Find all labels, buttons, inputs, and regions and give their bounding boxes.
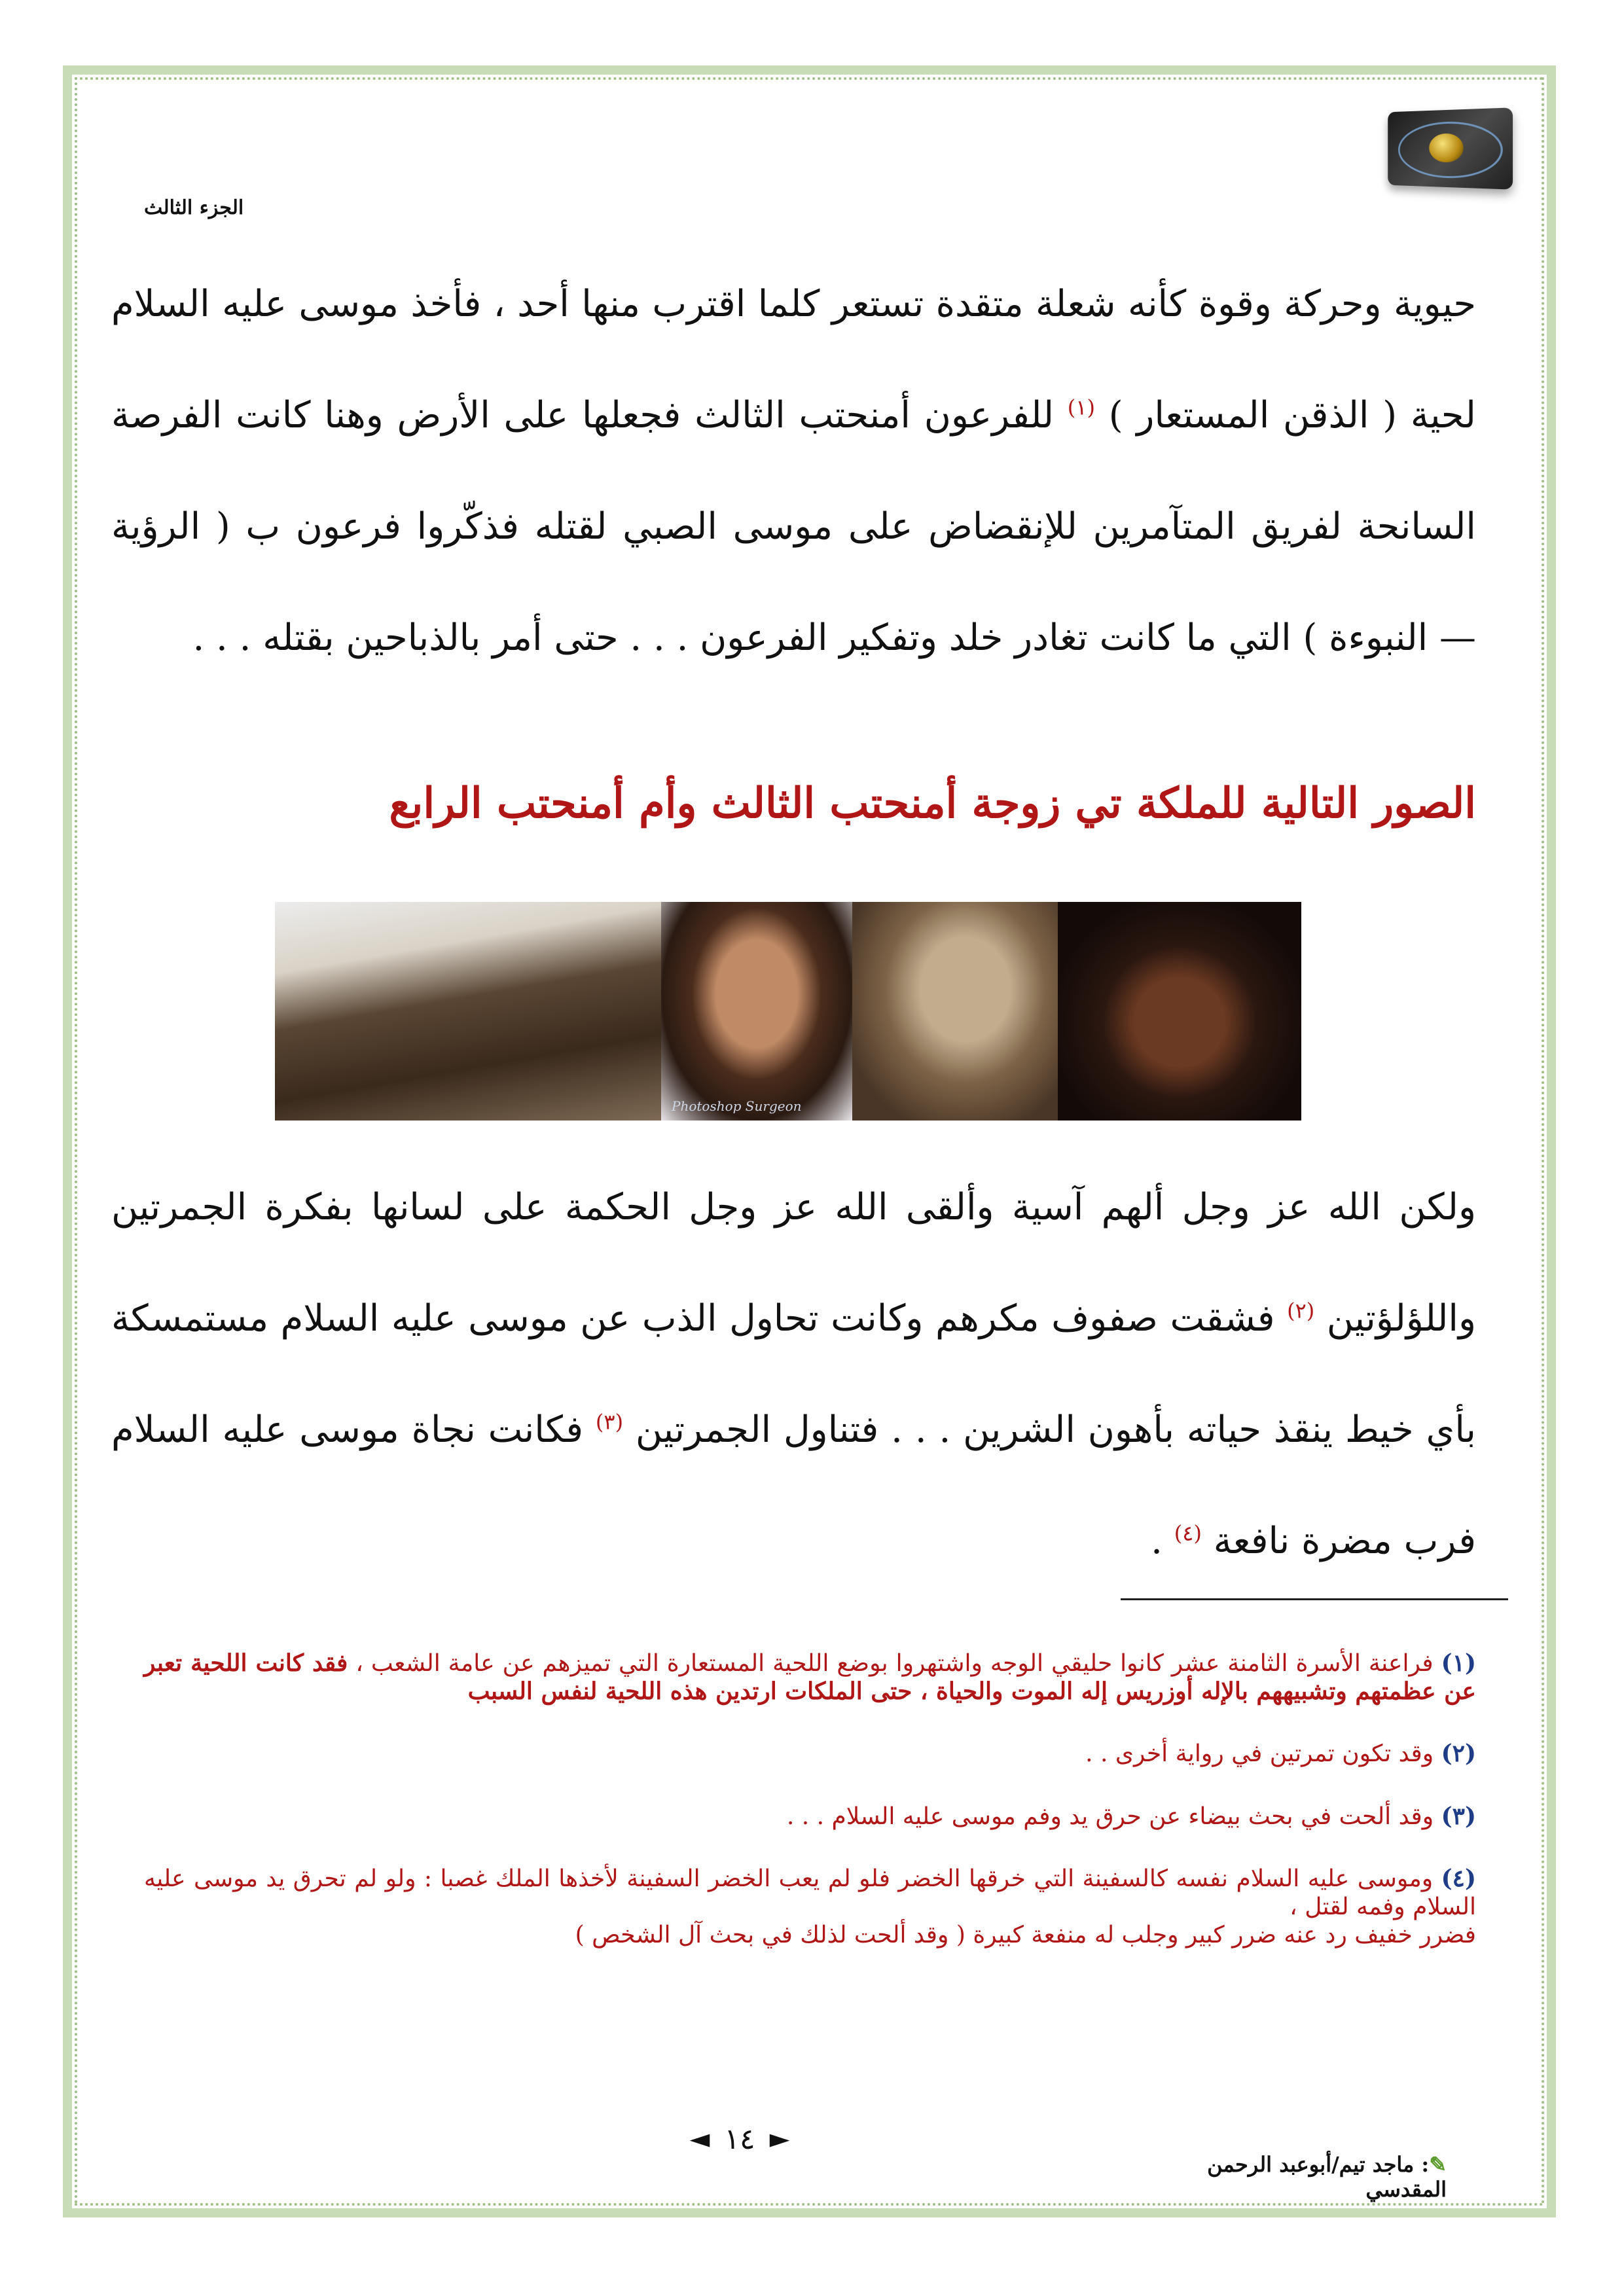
ornamental-logo-icon — [1388, 107, 1513, 189]
footnote-3 — [144, 1803, 1476, 1831]
footnotes — [144, 1649, 1476, 1983]
prev-page-arrow-icon[interactable]: ◄ — [689, 2124, 710, 2154]
para1-text-a: حيوية وحركة وقوة كأنه شعلة متقدة تستعر كلما اقترب منها أحد ، فأخذ موسى عليه السلام لحية ( الذقن المستعار ) — [111, 283, 1476, 437]
footnote-4-text: وموسى عليه السلام نفسه كالسفينة التي خرقها الخضر فلو لم يعب الخضر السفينة لأخذها الملك غصبا : ولو لم تحرق يد موسى عليه السلام وفمه لقتل ، — [144, 1865, 1476, 1920]
page-navigator — [655, 2119, 825, 2159]
next-page-arrow-icon[interactable]: ► — [769, 2124, 790, 2154]
para2-text-d: . — [1151, 1520, 1163, 1562]
photo-mummy-reclining — [275, 902, 661, 1121]
footnote-3-number: (٣) — [1441, 1802, 1476, 1830]
footnote-1-number: (١) — [1441, 1649, 1476, 1677]
footnote-ref-2[interactable]: (٢) — [1287, 1298, 1315, 1323]
para1-text-b: للفرعون أمنحتب الثالث فجعلها على الأرض وهنا كانت الفرصة السانحة لفريق المتآمرين للإنقضاض على موسى الصبي لقتله فذكّروا فرعون ب ( الرؤية — النبوءة ) التي ما كانت تغادر خلد وتفكير الفرعون . . . حتى أمر بالذباحين بقتله . . . — [111, 394, 1476, 659]
body-paragraph-2 — [111, 1152, 1476, 1597]
para2-text-a: ولكن الله عز وجل ألهم آسية وألقى الله عز وجل الحكمة على لسانها بفكرة الجمرتين واللؤلؤتين — [111, 1186, 1477, 1340]
author-name: ماجد تيم/أبوعبد الرحمن المقدسي — [1207, 2152, 1447, 2202]
footnote-ref-3[interactable]: (٣) — [595, 1409, 624, 1435]
footnote-4 — [144, 1865, 1476, 1950]
footnote-1-bold: فقد كانت اللحية تعبر عن عظمتهم وتشبيههم بالإله أوزريس إله الموت والحياة ، حتى الملكات ارتدين هذه اللحية لنفس السبب — [144, 1649, 1476, 1706]
para2-text-b: فشقت صفوف مكرهم وكانت تحاول الذب عن موسى عليه السلام مستمسكة بأي خيط ينقذ حياته بأهون الشرين . . . فتناول الجمرتين — [111, 1297, 1476, 1451]
page-number: ١٤ — [724, 2122, 755, 2156]
footnote-3-text: وقد ألحت في بحث بيضاء عن حرق يد وفم موسى عليه السلام . . . — [786, 1803, 1434, 1830]
footnote-1 — [144, 1649, 1476, 1706]
author-credit: ✎: ماجد تيم/أبوعبد الرحمن المقدسي — [1207, 2152, 1447, 2202]
photo-reconstruction-2 — [1058, 902, 1301, 1121]
pen-icon: ✎ — [1429, 2152, 1447, 2177]
footnote-2-number: (٢) — [1441, 1740, 1476, 1768]
footnote-1-text: فراعنة الأسرة الثامنة عشر كانوا حليقي الوجه واشتهروا بوضع اللحية المستعارة التي تميزهم عن عامة الشعب ، — [355, 1650, 1434, 1677]
part-label: الجزء الثالث — [144, 196, 244, 219]
footnote-4-number: (٤) — [1441, 1864, 1476, 1892]
footnote-2-text: وقد تكون تمرتين في رواية أخرى . . — [1085, 1740, 1434, 1768]
section-heading: الصور التالية للملكة تي زوجة أمنحتب الثالث وأم أمنحتب الرابع — [389, 779, 1476, 828]
footnote-ref-1[interactable]: (١) — [1067, 395, 1095, 420]
footnote-ref-4[interactable]: (٤) — [1174, 1520, 1202, 1546]
footnote-divider — [1121, 1598, 1508, 1600]
photo-strip — [275, 902, 1301, 1121]
photo-watermark: Photoshop Surgeon — [672, 1098, 802, 1114]
footnote-4-continuation: فضرر خفيف رد عنه ضرر كبير وجلب له منفعة كبيرة ( وقد ألحت لذلك في بحث آل الشخص ) — [575, 1922, 1476, 1949]
footnote-2 — [144, 1740, 1476, 1768]
body-paragraph-1 — [111, 249, 1476, 694]
para2-text-c: فكانت نجاة موسى عليه السلام فرب مضرة نافعة — [111, 1408, 1476, 1562]
logo-gem — [1429, 134, 1463, 163]
photo-reconstruction-1 — [661, 902, 852, 1121]
photo-mummy-face — [852, 902, 1058, 1121]
